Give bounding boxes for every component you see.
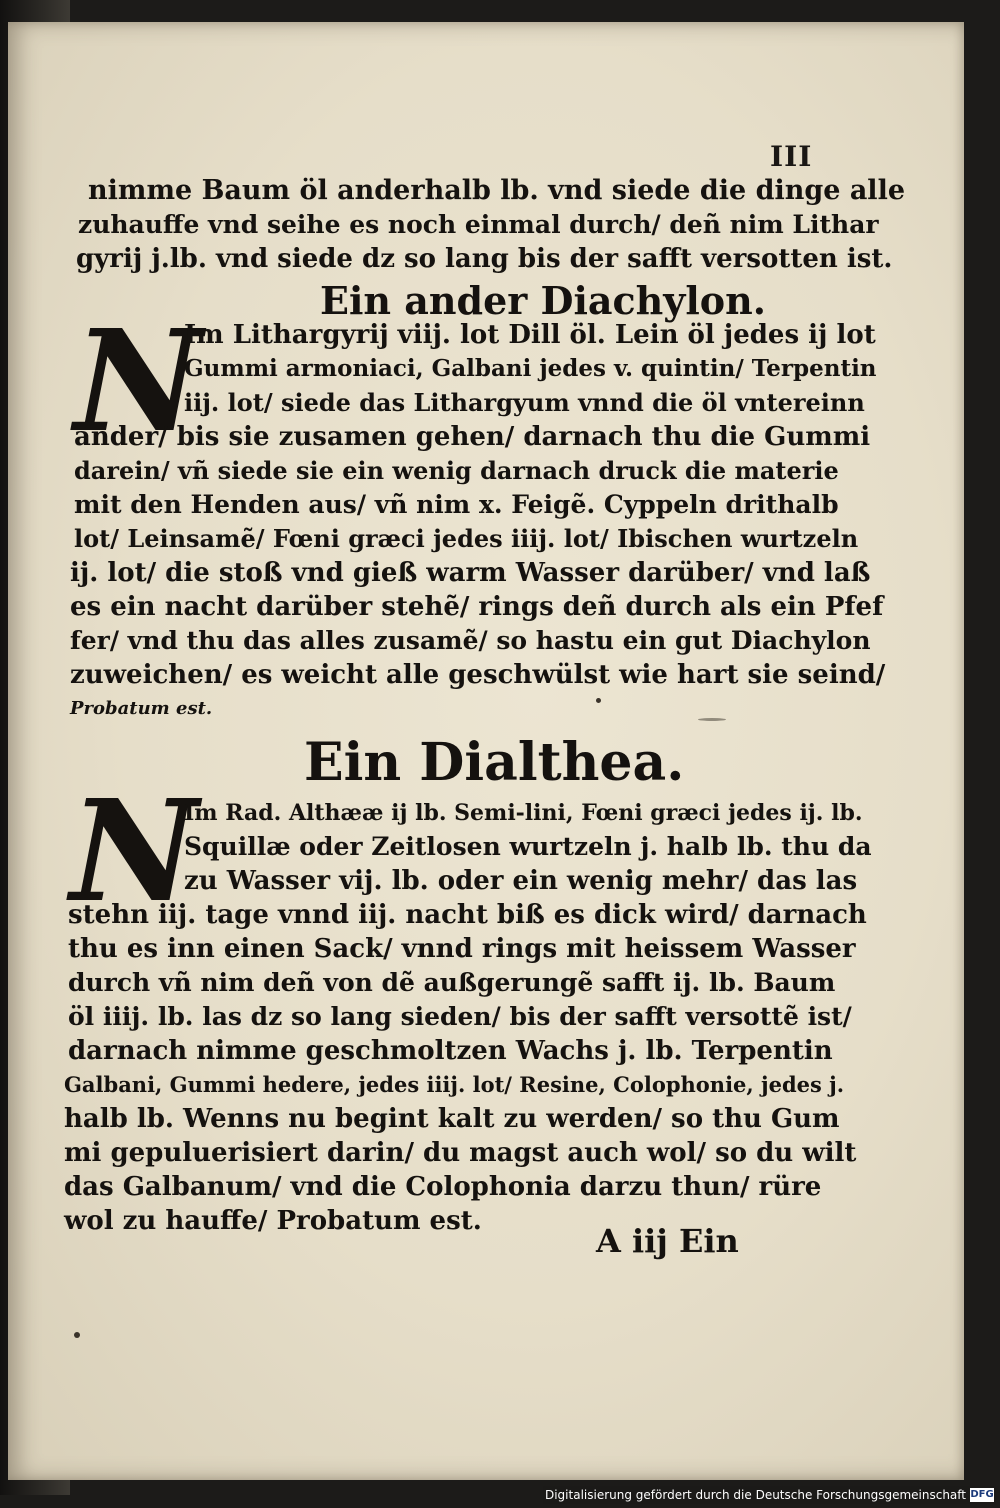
text-line: mi gepuluerisiert darin/ du magst auch wol/ so du wilt bbox=[64, 1138, 857, 1168]
text-line-probatum: Probatum est. bbox=[70, 698, 213, 719]
text-line: Squillæ oder Zeitlosen wurtzeln j. halb lb. thu da bbox=[184, 832, 872, 861]
signature-mark: A iij Ein bbox=[596, 1222, 739, 1260]
text-line: das Galbanum/ vnd die Colophonia darzu thun/ rüre bbox=[64, 1172, 822, 1202]
ink-speck bbox=[596, 698, 601, 703]
folio-number: III bbox=[770, 140, 813, 173]
digitization-footer bbox=[543, 1486, 996, 1504]
text-line: mit den Henden aus/ vñ nim x. Feigẽ. Cyppeln drithalb bbox=[74, 490, 839, 519]
ink-speck bbox=[698, 718, 726, 721]
text-line: lot/ Leinsamẽ/ Fœni græci jedes iiij. lot/ Ibischen wurtzeln bbox=[74, 524, 859, 553]
text-line: Im Lithargyrij viij. lot Dill öl. Lein öl jedes ij lot bbox=[184, 320, 876, 350]
footer-text: Digitalisierung gefördert durch die Deutsche Forschungsgemeinschaft bbox=[544, 1488, 966, 1502]
drop-cap-initial: N bbox=[70, 770, 198, 934]
text-line: zu Wasser vij. lb. oder ein wenig mehr/ das las bbox=[184, 866, 858, 896]
text-line: fer/ vnd thu das alles zusamẽ/ so hastu ein gut Diachylon bbox=[70, 626, 871, 655]
text-line: ander/ bis sie zusamen gehen/ darnach thu die Gummi bbox=[74, 422, 871, 452]
text-line: es ein nacht darüber stehẽ/ rings deñ durch als ein Pfef bbox=[70, 592, 884, 622]
text-line: nimme Baum öl anderhalb lb. vnd siede die dinge alle bbox=[88, 175, 906, 206]
text-line: stehn iij. tage vnnd iij. nacht biß es dick wird/ darnach bbox=[68, 900, 867, 930]
text-line: halb lb. Wenns nu begint kalt zu werden/ so thu Gum bbox=[64, 1104, 840, 1134]
text-line: darein/ vñ siede sie ein wenig darnach druck die materie bbox=[74, 456, 839, 485]
text-line: Gummi armoniaci, Galbani jedes v. quintin/ Terpentin bbox=[184, 355, 877, 382]
dfg-logo-icon: DFG bbox=[970, 1489, 994, 1500]
text-line: thu es inn einen Sack/ vnnd rings mit heissem Wasser bbox=[68, 934, 856, 964]
book-page bbox=[8, 22, 964, 1480]
text-line: iij. lot/ siede das Lithargyum vnnd die öl vntereinn bbox=[184, 388, 865, 417]
ink-speck bbox=[74, 1332, 80, 1338]
section-heading-dialthea: Ein Dialthea. bbox=[304, 732, 685, 793]
text-line: zuhauffe vnd seihe es noch einmal durch/ deñ nim Lithar bbox=[78, 210, 879, 239]
section-heading-diachylon: Ein ander Diachylon. bbox=[320, 278, 766, 323]
text-line: durch vñ nim deñ von dẽ außgerungẽ safft ij. lb. Baum bbox=[68, 968, 836, 997]
text-line: wol zu hauffe/ Probatum est. bbox=[64, 1206, 482, 1236]
text-line: zuweichen/ es weicht alle geschwülst wie hart sie seind/ bbox=[70, 660, 886, 690]
text-line: Im Rad. Althææ ij lb. Semi-lini, Fœni græci jedes ij. lb. bbox=[184, 800, 863, 826]
text-line: ij. lot/ die stoß vnd gieß warm Wasser darüber/ vnd laß bbox=[70, 558, 871, 588]
text-line: gyrij j.lb. vnd siede dz so lang bis der safft versotten ist. bbox=[76, 244, 893, 274]
drop-cap-initial: N bbox=[74, 300, 202, 464]
text-line: öl iiij. lb. las dz so lang sieden/ bis der safft versottẽ ist/ bbox=[68, 1002, 852, 1031]
text-line: darnach nimme geschmoltzen Wachs j. lb. Terpentin bbox=[68, 1036, 833, 1066]
text-line: Galbani, Gummi hedere, jedes iiij. lot/ Resine, Colophonie, jedes j. bbox=[64, 1072, 845, 1097]
